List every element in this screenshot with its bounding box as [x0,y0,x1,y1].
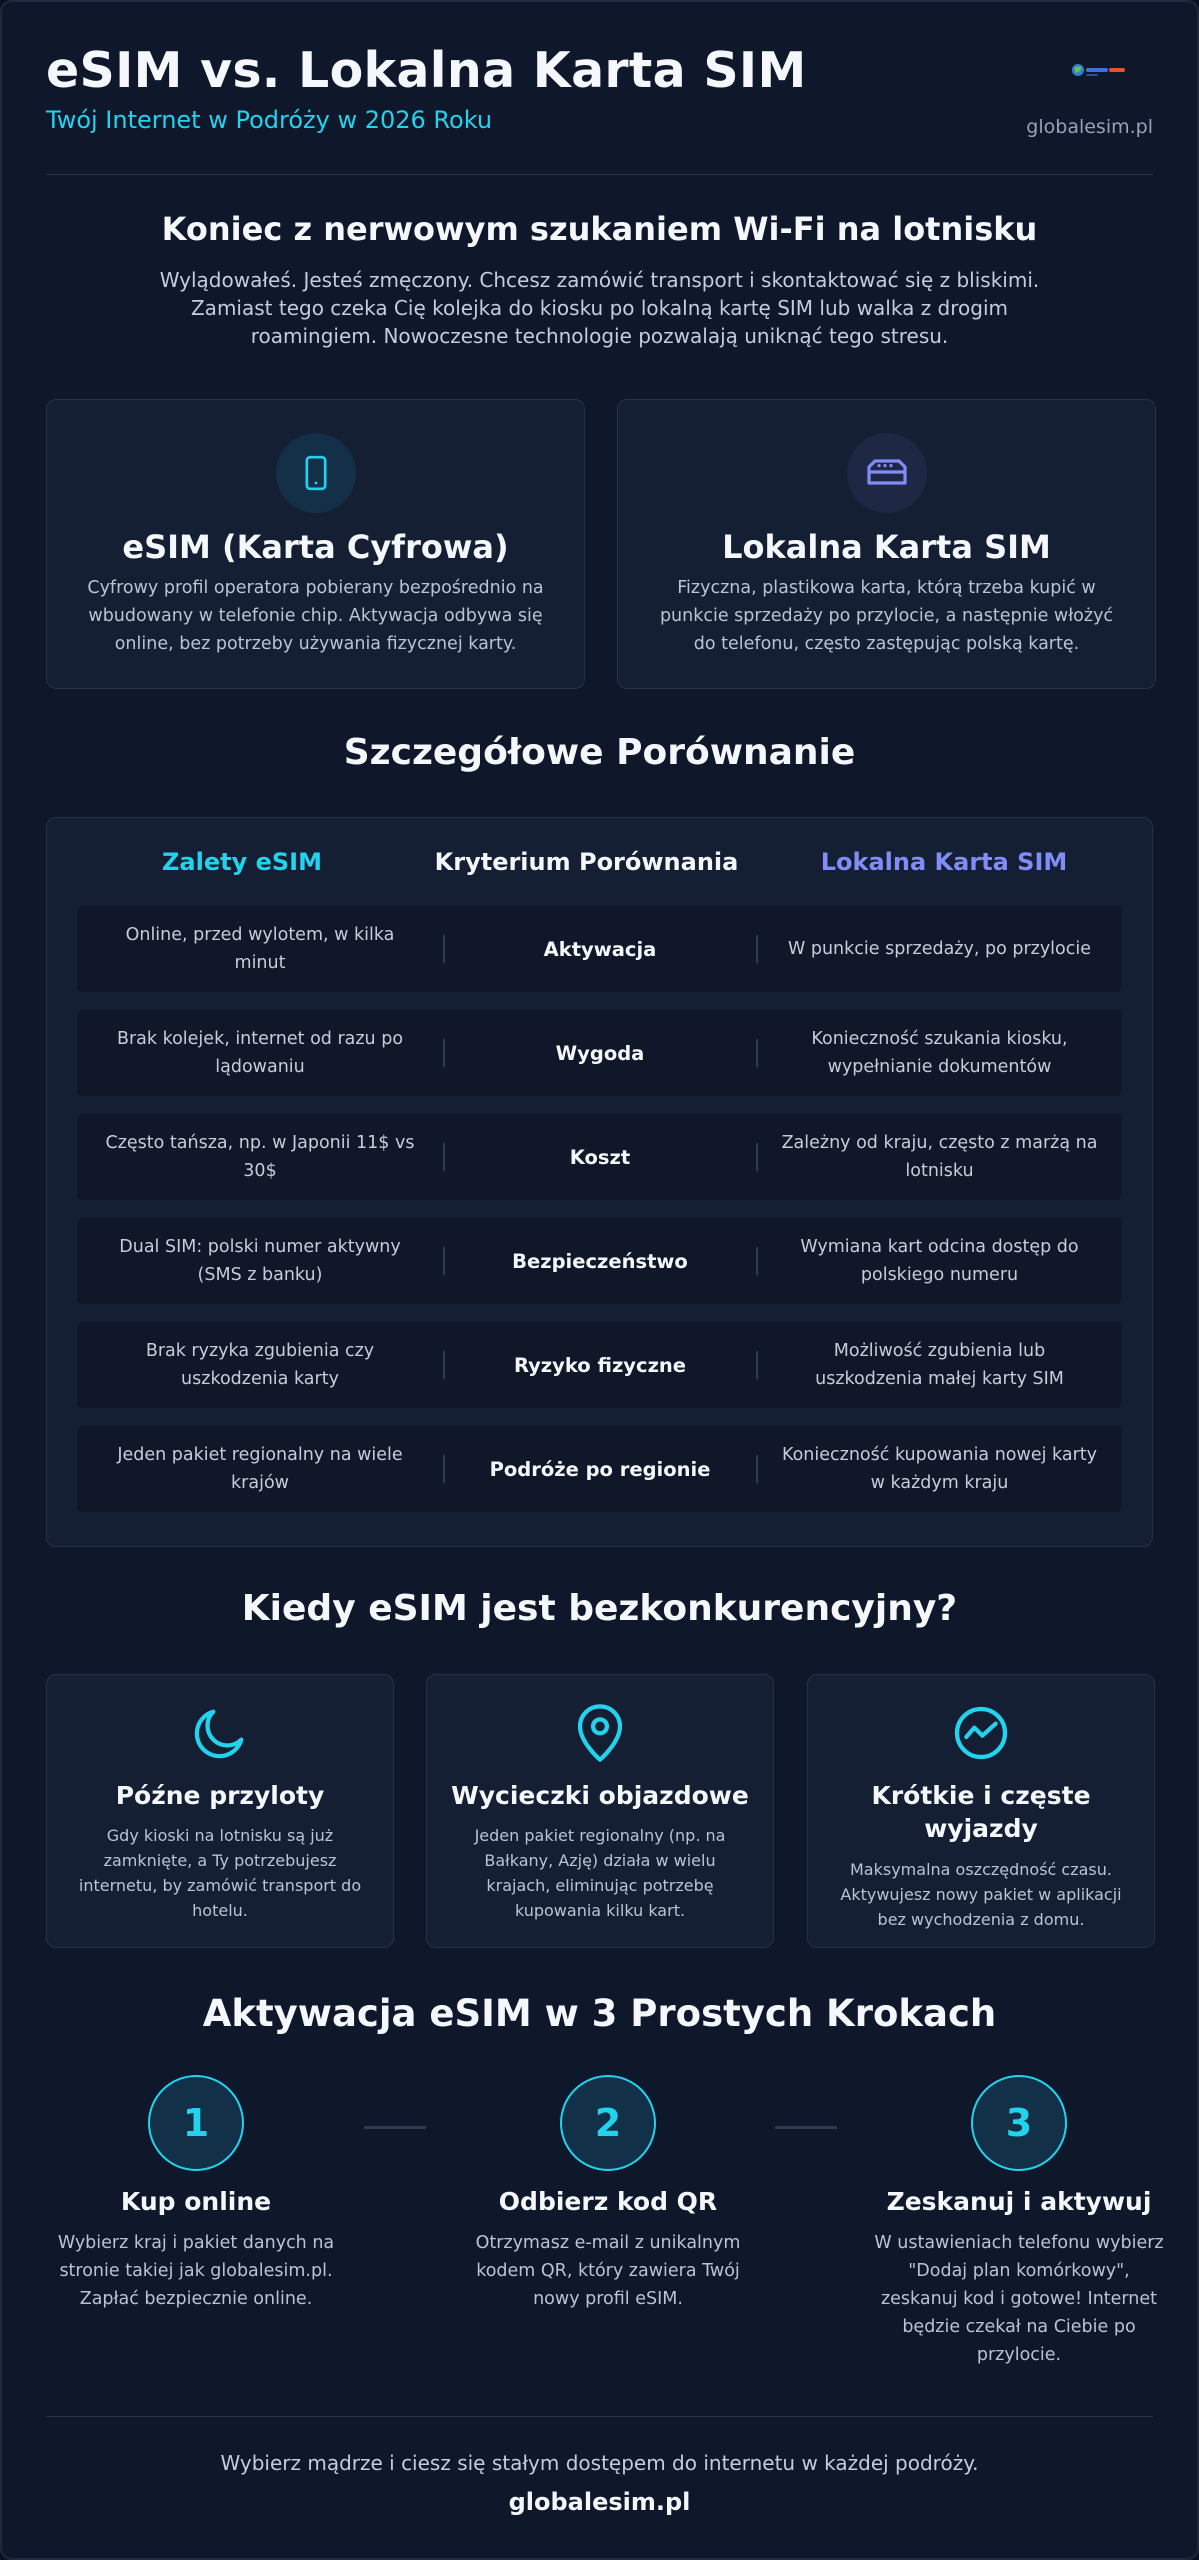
step-text: W ustawieniach telefonu wybierz "Dodaj plan komórkowy", zeskanuj kod i gotowe! Internet będzie czekał na Ciebie po przylocie. [874,2233,1164,2365]
table-row [77,1010,1122,1096]
moon-icon [188,1701,252,1765]
comparison-table [46,817,1153,1547]
scenario-title: Późne przyloty [115,1781,325,1810]
esim-cell: Brak kolejek, internet od razu po lądowaniu [116,1029,404,1077]
table-row [77,1114,1122,1200]
map-pin-icon [568,1701,632,1765]
criterion-cell: Ryzyko fizyczne [513,1353,687,1377]
step-number: 3 [971,2075,1067,2171]
activity-icon [949,1701,1013,1765]
divider [46,2416,1153,2417]
step-number: 2 [560,2075,656,2171]
column-header-esim: Zalety eSIM [162,848,322,876]
table-row [77,1218,1122,1304]
site-label: globalesim.pl [1026,116,1153,138]
scenario-text: Jeden pakiet regionalny (np. na Bałkany, Azję) działa w wielu krajach, eliminując potrzebę kupowania kilku kart. [474,1826,726,1920]
step-number: 1 [148,2075,244,2171]
step-text: Otrzymasz e-mail z unikalnym kodem QR, który zawiera Twój nowy profil eSIM. [475,2233,741,2309]
esim-card [46,399,585,689]
step-connector [775,2126,837,2129]
step-title: Odbierz kod QR [498,2187,718,2216]
esim-cell: Jeden pakiet regionalny na wiele krajów [117,1445,403,1493]
header [46,42,1153,172]
local-cell: Konieczność kupowania nowej karty w każdym kraju [782,1445,1097,1493]
local-cell: Zależny od kraju, często z marżą na lotnisku [781,1133,1098,1181]
step-title: Kup online [120,2187,272,2216]
criterion-cell: Podróże po regionie [489,1457,711,1481]
page-subtitle: Twój Internet w Podróży w 2026 Roku [46,106,493,134]
intro-text: Wylądowałeś. Jesteś zmęczony. Chcesz zamówić transport i skontaktować się z bliskimi. Zamiast tego czeka Cię kolejka do kiosku po lokalną kartę SIM lub walka z drogim roamingiem. Nowoczesne technologie pozwalają uniknąć tego stresu. [159,268,1040,348]
local-cell: W punkcie sprzedaży, po przylocie [787,939,1092,959]
page-title: eSIM vs. Lokalna Karta SIM [46,42,807,99]
criterion-cell: Wygoda [555,1041,645,1065]
step-connector [364,2126,426,2129]
sim-card-icon [847,433,927,513]
footer-brand[interactable]: globalesim.pl [508,2488,691,2516]
scenario-card-short-trips [807,1674,1155,1948]
table-row [77,1322,1122,1408]
table-row [77,1426,1122,1512]
scenario-title: Krótkie i częste wyjazdy [871,1781,1091,1843]
local-sim-card-text: Fizyczna, plastikowa karta, którą trzeba kupić w punkcie sprzedaży po przylocie, a następnie włożyć do telefonu, często zastępując polską kartę. [659,578,1114,654]
scenario-title: Wycieczki objazdowe [451,1781,749,1810]
logo-icon [1071,62,1141,82]
local-cell: Wymiana kart odcina dostęp do polskiego numeru [800,1237,1079,1285]
step-text: Wybierz kraj i pakiet danych na stronie takiej jak globalesim.pl. Zapłać bezpiecznie online. [57,2233,335,2309]
esim-cell: Brak ryzyka zgubienia czy uszkodzenia karty [145,1341,375,1389]
criterion-cell: Aktywacja [543,937,657,961]
esim-cell: Online, przed wylotem, w kilka minut [125,925,395,973]
footer-text: Wybierz mądrze i ciesz się stałym dostępem do internetu w każdej podróży. [220,2451,979,2475]
column-header-local: Lokalna Karta SIM [820,848,1068,876]
smartphone-icon [276,433,356,513]
scenario-text: Gdy kioski na lotnisku są już zamknięte, a Ty potrzebujesz internetu, by zamówić transport do hotelu. [78,1826,362,1920]
local-cell: Konieczność szukania kiosku, wypełnianie dokumentów [811,1029,1068,1077]
scenario-text: Maksymalna oszczędność czasu. Aktywujesz nowy pakiet w aplikacji bez wychodzenia z domu. [840,1860,1122,1929]
when-heading: Kiedy eSIM jest bezkonkurencyjny? [241,1588,958,1629]
steps-heading: Aktywacja eSIM w 3 Prostych Krokach [202,1992,997,2035]
criterion-cell: Bezpieczeństwo [512,1249,688,1273]
intro-heading: Koniec z nerwowym szukaniem Wi-Fi na lotnisku [161,210,1038,248]
local-sim-card [617,399,1156,689]
step-title: Zeskanuj i aktywuj [886,2187,1152,2216]
criterion-cell: Koszt [569,1145,631,1169]
scenario-card-tours [426,1674,774,1948]
esim-cell: Często tańsza, np. w Japonii 11$ vs 30$ [105,1133,415,1181]
table-row [77,906,1122,992]
divider [46,174,1153,175]
scenario-card-late-arrivals [46,1674,394,1948]
esim-card-title: eSIM (Karta Cyfrowa) [122,528,509,566]
local-cell: Możliwość zgubienia lub uszkodzenia małej karty SIM [815,1341,1064,1389]
esim-cell: Dual SIM: polski numer aktywny (SMS z banku) [119,1237,401,1285]
local-sim-card-title: Lokalna Karta SIM [722,528,1051,566]
comparison-heading: Szczegółowe Porównanie [343,732,856,773]
esim-card-text: Cyfrowy profil operatora pobierany bezpośrednio na wbudowany w telefonie chip. Aktywacja odbywa się online, bez potrzeby używania fizycznej karty. [87,578,544,654]
column-header-criteria: Kryterium Porównania [434,848,739,876]
